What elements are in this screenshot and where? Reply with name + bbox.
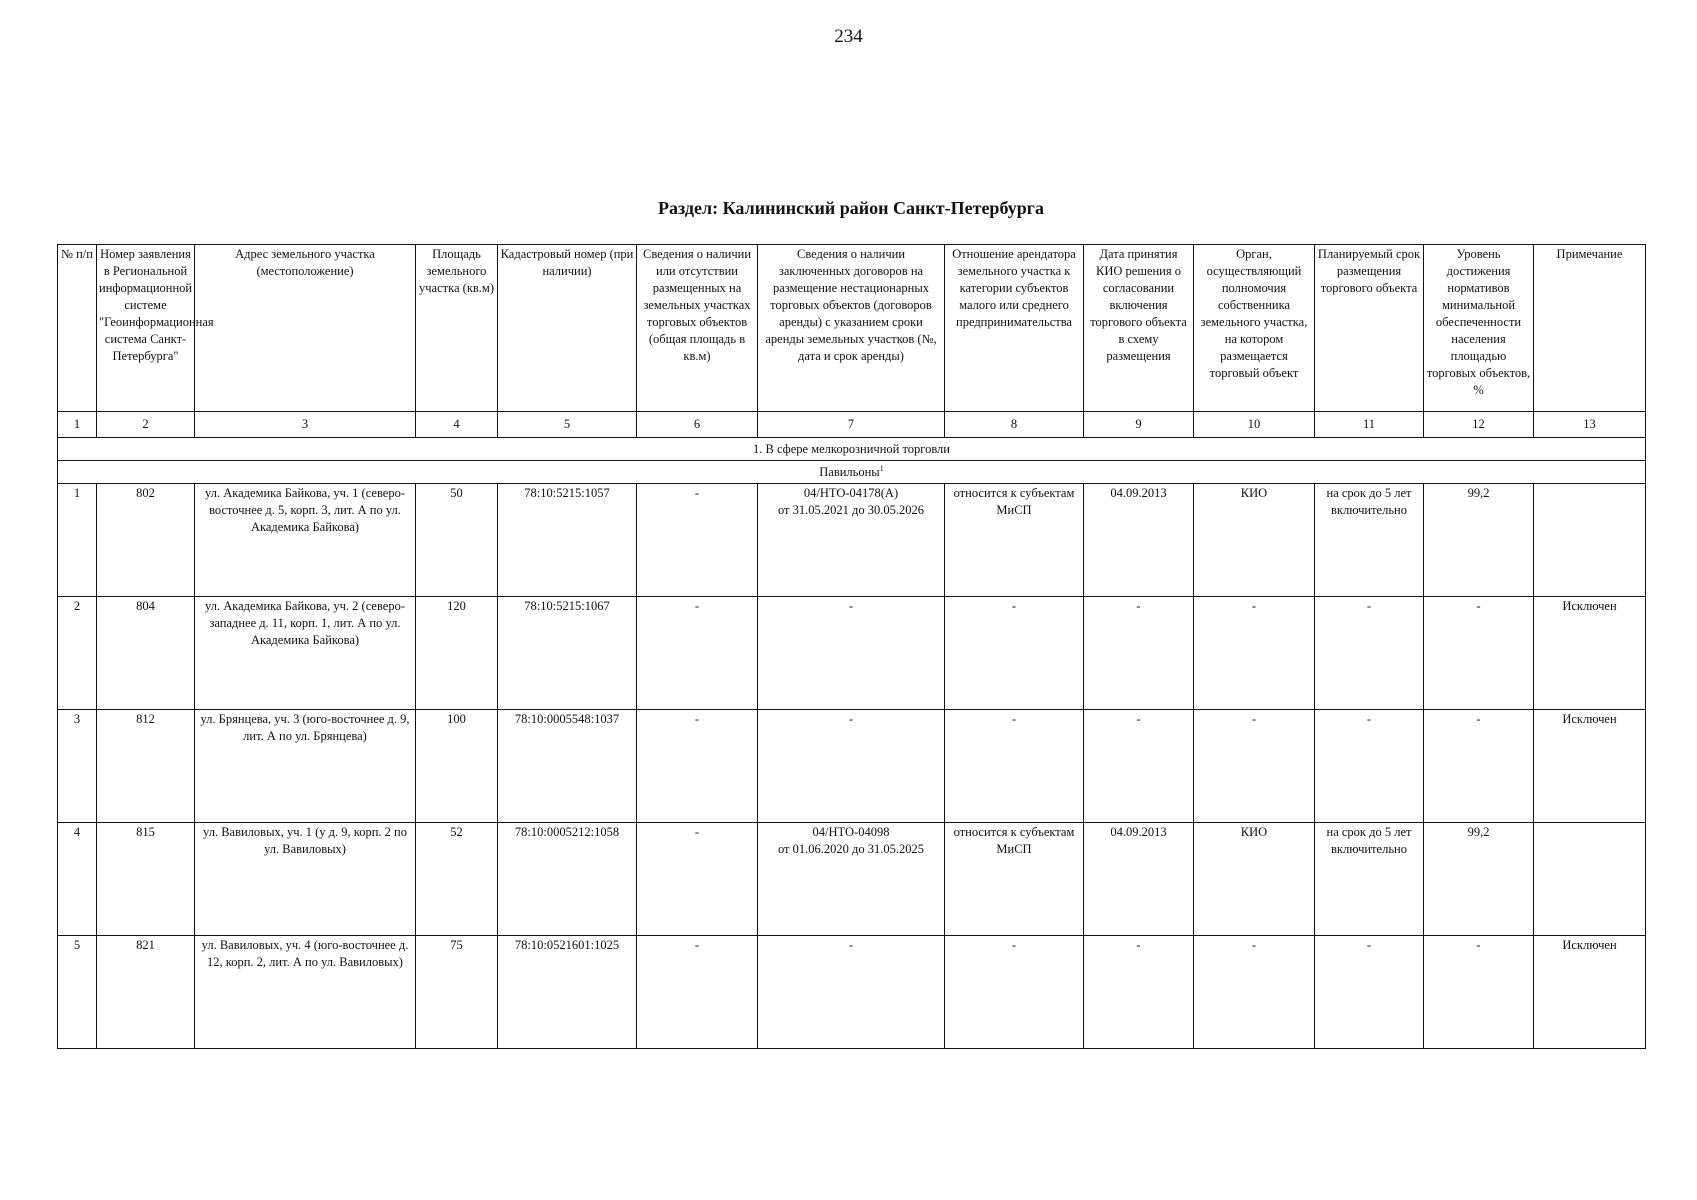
table-row xyxy=(58,484,1646,597)
group-label xyxy=(58,461,1646,484)
column-header: Сведения о наличии или отсутствии размещенных на земельных участках торговых объектов (общая площадь в кв.м) xyxy=(637,245,758,412)
contract-number: 04/НТО-04178(А) xyxy=(803,486,899,500)
contract-info xyxy=(758,936,945,1049)
sme-category: относится к субъектам МиСП xyxy=(945,484,1084,597)
address: ул. Академика Байкова, уч. 1 (северо-восточнее д. 5, корп. 3, лит. А по ул. Академика Байкова) xyxy=(195,484,416,597)
existing-objects: - xyxy=(637,936,758,1049)
application-number: 802 xyxy=(97,484,195,597)
authority: КИО xyxy=(1194,484,1315,597)
contract-info xyxy=(758,823,945,936)
row-number: 1 xyxy=(58,484,97,597)
contract-number: - xyxy=(848,938,854,952)
row-number: 5 xyxy=(58,936,97,1049)
approval-date: 04.09.2013 xyxy=(1084,823,1194,936)
note xyxy=(1534,823,1646,936)
existing-objects: - xyxy=(637,484,758,597)
address: ул. Брянцева, уч. 3 (юго-восточнее д. 9, лит. А по ул. Брянцева) xyxy=(195,710,416,823)
registry-table xyxy=(57,244,1646,1049)
contract-term: от 01.06.2020 до 31.05.2025 xyxy=(777,842,925,856)
column-header: Кадастровый номер (при наличии) xyxy=(498,245,637,412)
column-header: Адрес земельного участка (местоположение) xyxy=(195,245,416,412)
contract-info xyxy=(758,484,945,597)
row-number: 2 xyxy=(58,597,97,710)
column-number: 10 xyxy=(1194,412,1315,438)
existing-objects: - xyxy=(637,597,758,710)
contract-number: - xyxy=(848,712,854,726)
note: Исключен xyxy=(1534,710,1646,823)
address: ул. Вавиловых, уч. 4 (юго-восточнее д. 12, корп. 2, лит. А по ул. Вавиловых) xyxy=(195,936,416,1049)
contract-info xyxy=(758,597,945,710)
cadastral-number: 78:10:0005212:1058 xyxy=(498,823,637,936)
authority: - xyxy=(1194,936,1315,1049)
note: Исключен xyxy=(1534,936,1646,1049)
section-title: Раздел: Калининский район Санкт-Петербурга xyxy=(658,198,1044,218)
column-number: 3 xyxy=(195,412,416,438)
column-header: Сведения о наличии заключенных договоров на размещение нестационарных торговых объектов (договоров аренды) с указанием сроки аренды земельных участков (№, дата и срок аренды) xyxy=(758,245,945,412)
cadastral-number: 78:10:5215:1057 xyxy=(498,484,637,597)
column-number: 9 xyxy=(1084,412,1194,438)
column-number: 4 xyxy=(416,412,498,438)
contract-info xyxy=(758,710,945,823)
authority: КИО xyxy=(1194,823,1315,936)
cadastral-number: 78:10:0521601:1025 xyxy=(498,936,637,1049)
page-number: 234 xyxy=(834,26,863,47)
column-number: 5 xyxy=(498,412,637,438)
planned-term: - xyxy=(1315,936,1424,1049)
application-number: 821 xyxy=(97,936,195,1049)
area: 100 xyxy=(416,710,498,823)
column-number: 12 xyxy=(1424,412,1534,438)
column-number: 11 xyxy=(1315,412,1424,438)
column-number: 8 xyxy=(945,412,1084,438)
area: 75 xyxy=(416,936,498,1049)
column-header: № п/п xyxy=(58,245,97,412)
approval-date: - xyxy=(1084,597,1194,710)
column-header: Номер заявления в Региональной информационной системе "Геоинформационная система Санкт-Петербурга" xyxy=(97,245,195,412)
existing-objects: - xyxy=(637,823,758,936)
contract-number: 04/НТО-04098 xyxy=(812,825,890,839)
column-header: Отношение арендатора земельного участка к категории субъектов малого или среднего предпринимательства xyxy=(945,245,1084,412)
contract-term: от 31.05.2021 до 30.05.2026 xyxy=(777,503,925,517)
group-row-pavilions xyxy=(58,461,1646,484)
column-number-row xyxy=(58,412,1646,438)
column-header: Дата принятия КИО решения о согласовании включения торгового объекта в схему размещения xyxy=(1084,245,1194,412)
area: 50 xyxy=(416,484,498,597)
planned-term: - xyxy=(1315,597,1424,710)
coverage-level: 99,2 xyxy=(1424,484,1534,597)
column-header: Площадь земельного участка (кв.м) xyxy=(416,245,498,412)
sme-category: относится к субъектам МиСП xyxy=(945,823,1084,936)
planned-term: на срок до 5 лет включительно xyxy=(1315,823,1424,936)
table-row xyxy=(58,710,1646,823)
group-row-retail xyxy=(58,438,1646,461)
application-number: 804 xyxy=(97,597,195,710)
coverage-level: - xyxy=(1424,936,1534,1049)
approval-date: - xyxy=(1084,936,1194,1049)
authority: - xyxy=(1194,597,1315,710)
note: Исключен xyxy=(1534,597,1646,710)
footnote-marker: 1 xyxy=(879,463,884,473)
coverage-level: 99,2 xyxy=(1424,823,1534,936)
column-header: Примечание xyxy=(1534,245,1646,412)
area: 52 xyxy=(416,823,498,936)
application-number: 815 xyxy=(97,823,195,936)
table-row xyxy=(58,936,1646,1049)
row-number: 3 xyxy=(58,710,97,823)
column-number: 1 xyxy=(58,412,97,438)
address: ул. Вавиловых, уч. 1 (у д. 9, корп. 2 по ул. Вавиловых) xyxy=(195,823,416,936)
sme-category: - xyxy=(945,710,1084,823)
column-header: Планируемый срок размещения торгового объекта xyxy=(1315,245,1424,412)
contract-number: - xyxy=(848,599,854,613)
approval-date: 04.09.2013 xyxy=(1084,484,1194,597)
planned-term: на срок до 5 лет включительно xyxy=(1315,484,1424,597)
row-number: 4 xyxy=(58,823,97,936)
application-number: 812 xyxy=(97,710,195,823)
sme-category: - xyxy=(945,597,1084,710)
column-number: 7 xyxy=(758,412,945,438)
coverage-level: - xyxy=(1424,710,1534,823)
address: ул. Академика Байкова, уч. 2 (северо-западнее д. 11, корп. 1, лит. А по ул. Академика Байкова) xyxy=(195,597,416,710)
table-row xyxy=(58,823,1646,936)
column-header: Орган, осуществляющий полномочия собственника земельного участка, на котором размещается торговый объект xyxy=(1194,245,1315,412)
sme-category: - xyxy=(945,936,1084,1049)
column-number: 6 xyxy=(637,412,758,438)
group-label-text: Павильоны xyxy=(819,464,880,479)
coverage-level: - xyxy=(1424,597,1534,710)
authority: - xyxy=(1194,710,1315,823)
column-number: 2 xyxy=(97,412,195,438)
column-number: 13 xyxy=(1534,412,1646,438)
approval-date: - xyxy=(1084,710,1194,823)
area: 120 xyxy=(416,597,498,710)
cadastral-number: 78:10:0005548:1037 xyxy=(498,710,637,823)
existing-objects: - xyxy=(637,710,758,823)
table-row xyxy=(58,597,1646,710)
note xyxy=(1534,484,1646,597)
group-label: 1. В сфере мелкорозничной торговли xyxy=(58,438,1646,461)
header-row xyxy=(58,245,1646,412)
cadastral-number: 78:10:5215:1067 xyxy=(498,597,637,710)
column-header: Уровень достижения нормативов минимальной обеспеченности населения площадью торговых объектов, % xyxy=(1424,245,1534,412)
planned-term: - xyxy=(1315,710,1424,823)
